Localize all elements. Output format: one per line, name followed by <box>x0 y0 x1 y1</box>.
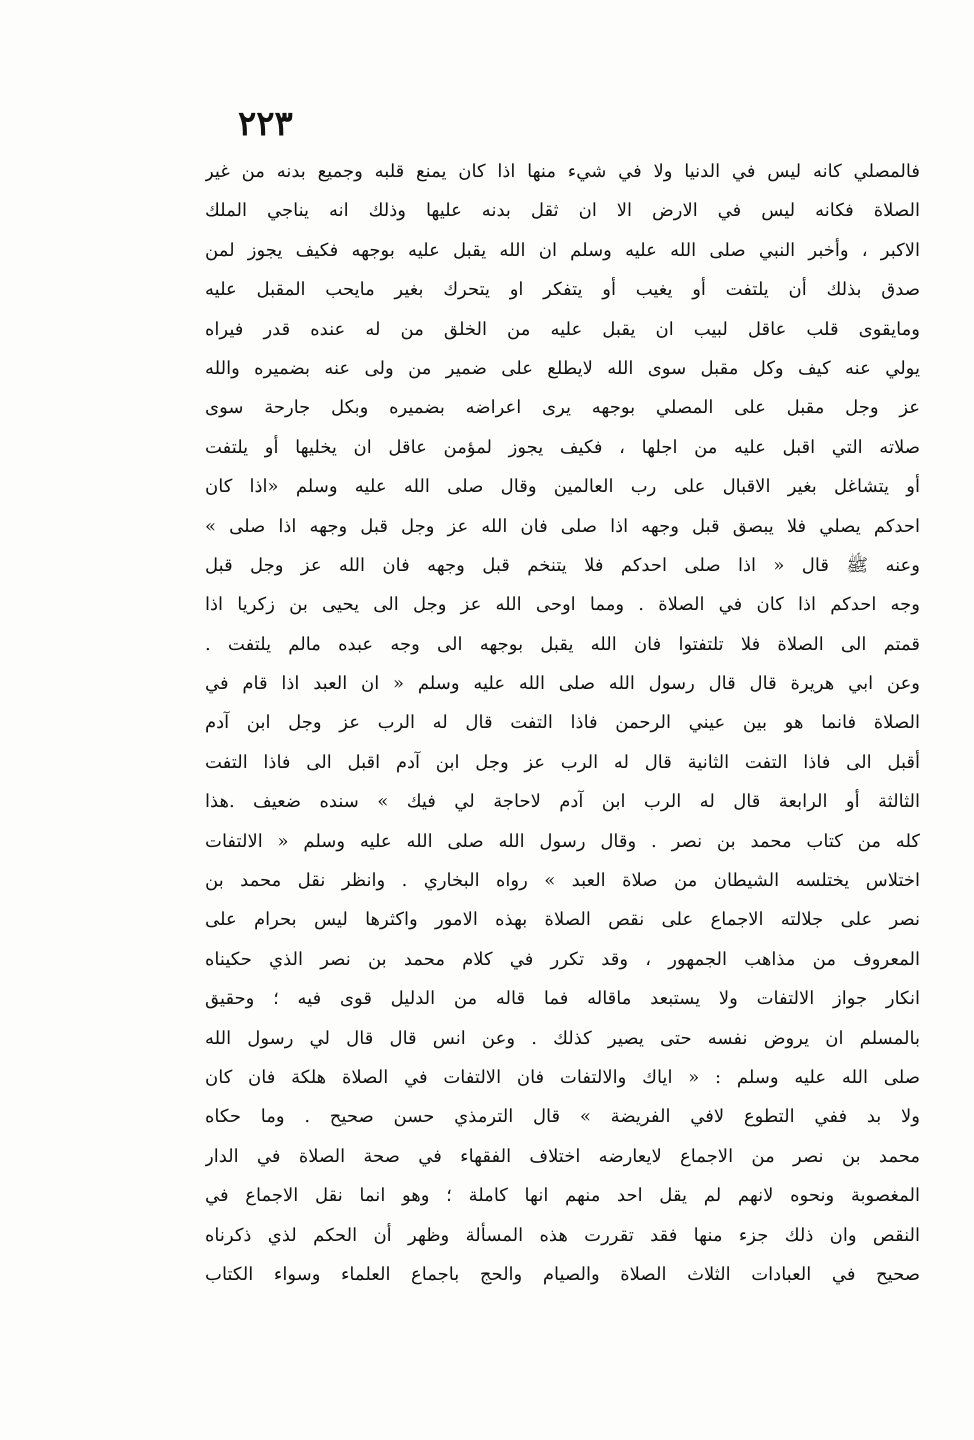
text-line: المعروف من مذاهب الجمهور ، وقد تكرر في كلام محمد بن نصر الذي حكيناه <box>205 948 920 970</box>
text-line: وجه احدكم اذا كان في الصلاة . ومما اوحى الله عز وجل الى يحيى بن زكريا اذا <box>205 594 920 616</box>
text-line: الصلاة فكانه ليس في الارض الا ان ثقل بدنه عليها وذلك انه يناجي الملك <box>205 200 920 222</box>
text-line: فالمصلي كانه ليس في الدنيا ولا في شيء منها اذا كان يمنع قلبه وجميع بدنه من غير <box>205 161 920 182</box>
text-line: نصر على جلالته الاجماع على نقص الصلاة بهذه الامور واكثرها ليس بحرام على <box>205 909 920 931</box>
page-number: ٢٢٣ <box>238 104 293 144</box>
text-line: وعنه ﷺ قال « اذا صلى احدكم فلا يتنخم قبل وجهه فان الله عز وجل قبل <box>205 554 920 576</box>
text-line: كله من كتاب محمد بن نصر . وقال رسول الله صلى الله عليه وسلم « الالتفات <box>205 830 920 852</box>
text-line: المغصوبة ونحوه لانهم لم يقل احد منهم انها كاملة ؛ وهو انما نقل الاجماع في <box>205 1185 920 1207</box>
text-line: الاكبر ، وأخبر النبي صلى الله عليه وسلم ان الله يقبل عليه بوجهه فكيف يجوز لمن <box>205 239 920 261</box>
text-line: محمد بن نصر من الاجماع لايعارضه اختلاف الفقهاء في صحة الصلاة في الدار <box>205 1145 920 1167</box>
text-line: بالمسلم ان يروض نفسه حتى يصير كذلك . وعن انس قال قال لي رسول الله <box>205 1027 920 1049</box>
text-line: ومايقوى قلب عاقل لبيب ان يقبل عليه من الخلق من له عنده قدر فيراه <box>205 318 920 340</box>
text-line: احدكم يصلي فلا يبصق قبل وجهه اذا صلى فان الله عز وجل قبل وجهه اذا صلى » <box>205 515 920 537</box>
text-line: يولي عنه كيف وكل مقبل سوى الله لايطلع على ضمير من ولى عنه بضميره والله <box>205 357 920 379</box>
text-line: النقص وان ذلك جزء منها فقد تقررت هذه المسألة وظهر أن الحكم لذي ذكرناه <box>205 1224 920 1246</box>
text-line: أقبل الى فاذا التفت الثانية قال له الرب عز وجل ابن آدم اقبل الى فاذا التفت <box>205 751 920 773</box>
text-line: عز وجل مقبل على المصلي بوجهه يرى اعراضه بضميره وبكل جارحة سوى <box>205 397 920 419</box>
text-line: صلى الله عليه وسلم : « اياك والالتفات فان الالتفات في الصلاة هلكة فان كان <box>205 1066 920 1088</box>
text-line: انكار جواز الالتفات ولا يستبعد ماقاله فما قاله من الدليل قوى فيه ؛ وحقيق <box>205 988 920 1010</box>
text-line: وعن ابي هريرة قال قال رسول الله صلى الله عليه وسلم « ان العبد اذا قام في <box>205 673 920 695</box>
text-line: صحيح في العبادات الثلاث الصلاة والصيام والحج باجماع العلماء وسواء الكتاب <box>205 1263 920 1285</box>
text-line: اختلاس يختلسه الشيطان من صلاة العبد » رواه البخاري . وانظر نقل محمد بن <box>205 870 920 892</box>
text-line: قمتم الى الصلاة فلا تلتفتوا فان الله يقبل بوجهه الى وجه عبده مالم يلتفت . <box>205 633 920 655</box>
text-line: الثالثة أو الرابعة قال له الرب ابن آدم لاحاجة لي فيك » سنده ضعيف .هذا <box>205 791 920 813</box>
text-line: الصلاة فانما هو بين عيني الرحمن فاذا التفت قال له الرب عز وجل ابن آدم <box>205 712 920 734</box>
text-line: صلاته التي اقبل عليه من اجلها ، فكيف يجوز لمؤمن عاقل ان يخليها أو يلتفت <box>205 436 920 458</box>
text-line: أو يتشاغل بغير الاقبال على رب العالمين وقال صلى الله عليه وسلم «اذا كان <box>205 476 920 498</box>
body-text <box>205 152 920 1294</box>
text-line: صدق بذلك أن يلتفت أو يغيب أو يتفكر او يتحرك بغير مايحب المقبل عليه <box>205 279 920 301</box>
text-line: ولا بد ففي التطوع لافي الفريضة » قال الترمذي حسن صحيح . وما حكاه <box>205 1106 920 1128</box>
